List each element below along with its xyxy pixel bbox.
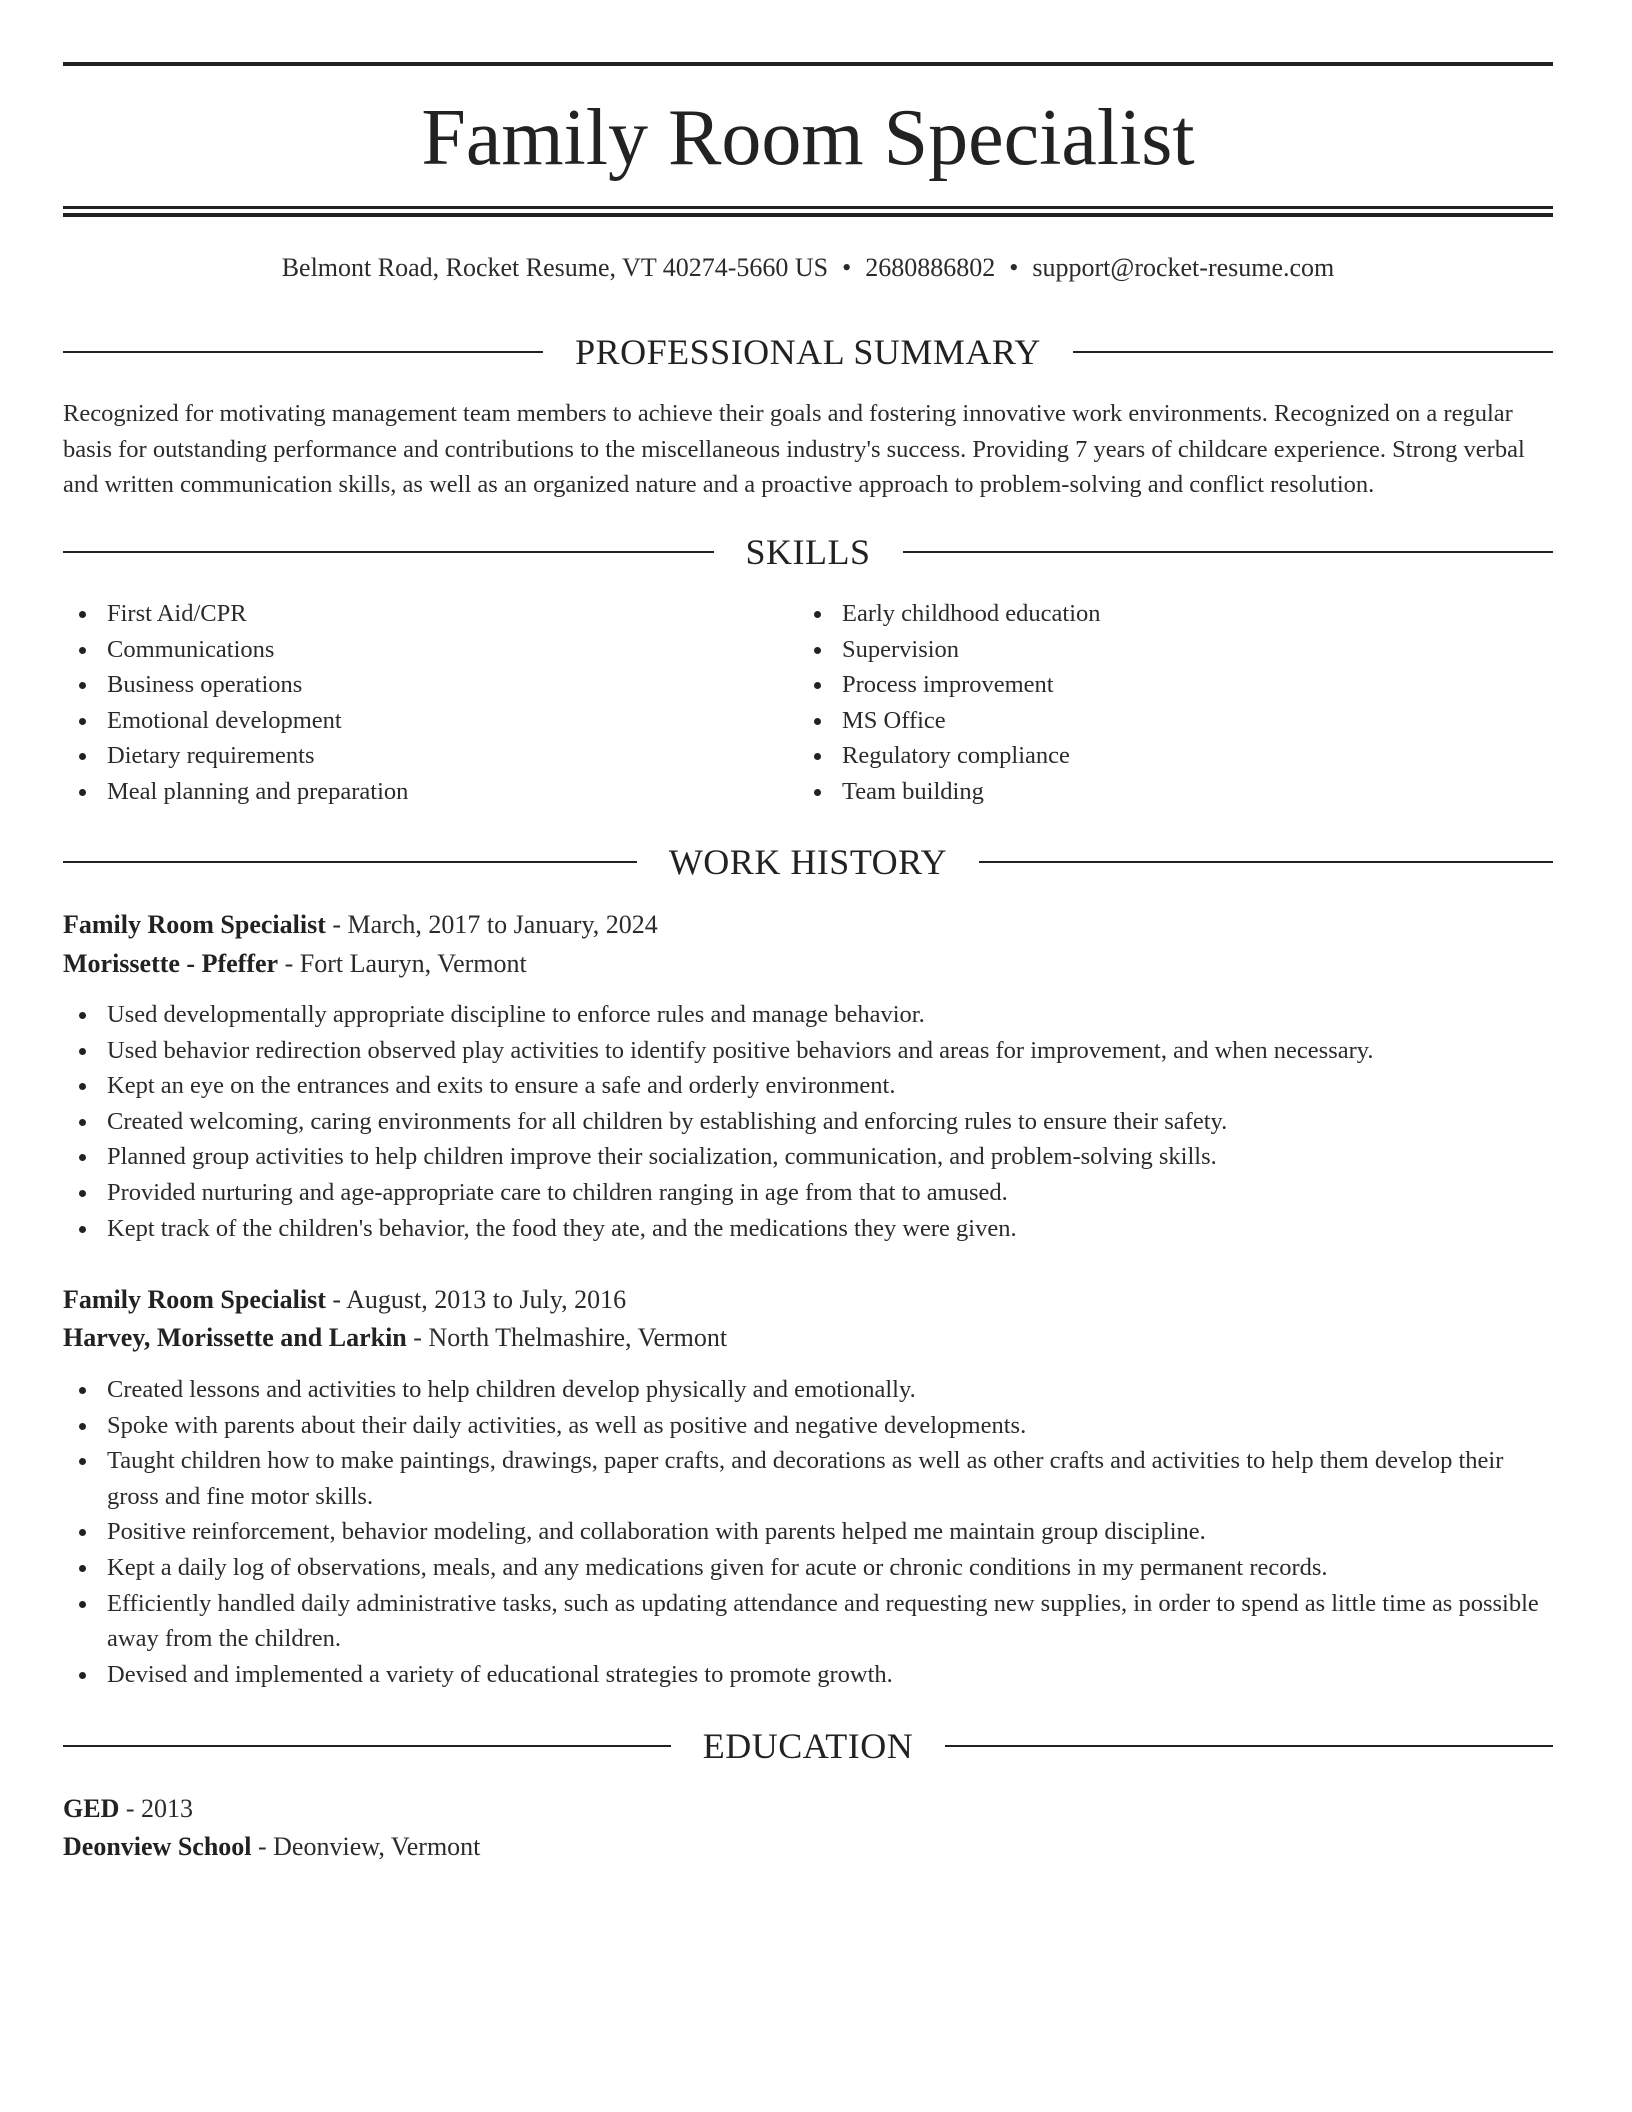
education-school-line <box>63 1828 480 1866</box>
header-bottom-rule-second <box>63 213 1553 217</box>
section-title-education: EDUCATION <box>702 1726 914 1766</box>
job-company: Harvey, Morissette and Larkin <box>63 1323 407 1352</box>
job-company-line <box>63 1319 727 1357</box>
section-rule-right <box>979 861 1553 863</box>
skill-item: Communications <box>63 632 763 668</box>
job-duty-item: Taught children how to make paintings, drawings, paper crafts, and decorations as well as other crafts and activities to help them develop their gross and fine motor skills. <box>63 1443 1553 1514</box>
job-company: Morissette - Pfeffer <box>63 949 279 978</box>
section-rule-left <box>63 351 543 353</box>
section-title-summary: PROFESSIONAL SUMMARY <box>575 332 1041 372</box>
education-degree-line <box>63 1790 193 1828</box>
job-duties-list <box>63 997 1553 1246</box>
job-title-line <box>63 906 658 944</box>
job-duty-item: Kept an eye on the entrances and exits to ensure a safe and orderly environment. <box>63 1068 1553 1104</box>
header-top-rule <box>63 62 1553 66</box>
job-duty-item: Kept track of the children's behavior, the food they ate, and the medications they were given. <box>63 1211 1553 1247</box>
job-duty-item: Created lessons and activities to help children develop physically and emotionally. <box>63 1372 1553 1408</box>
job-duty-item: Provided nurturing and age-appropriate care to children ranging in age from that to amused. <box>63 1175 1553 1211</box>
skill-item: MS Office <box>798 703 1498 739</box>
job-duty-item: Used behavior redirection observed play activities to identify positive behaviors and areas for improvement, and when necessary. <box>63 1033 1553 1069</box>
section-rule-right <box>1073 351 1553 353</box>
job-title: Family Room Specialist <box>63 910 326 939</box>
education-degree: GED <box>63 1794 120 1823</box>
job-duty-item: Planned group activities to help children improve their socialization, communication, and problem-solving skills. <box>63 1139 1553 1175</box>
job-duty-item: Positive reinforcement, behavior modeling, and collaboration with parents helped me maintain group discipline. <box>63 1514 1553 1550</box>
job-duty-item: Kept a daily log of observations, meals, and any medications given for acute or chronic conditions in my permanent records. <box>63 1550 1553 1586</box>
resume-title: Family Room Specialist <box>421 94 1195 182</box>
skill-item: Process improvement <box>798 667 1498 703</box>
skills-column-right <box>798 596 1498 810</box>
section-header-work-history <box>63 840 1553 884</box>
job-duty-item: Spoke with parents about their daily activities, as well as positive and negative developments. <box>63 1408 1553 1444</box>
skill-item: Regulatory compliance <box>798 738 1498 774</box>
job-duty-item: Used developmentally appropriate discipline to enforce rules and manage behavior. <box>63 997 1553 1033</box>
contact-phone: 2680886802 <box>865 253 996 282</box>
section-header-skills <box>63 530 1553 574</box>
education-school: Deonview School <box>63 1832 252 1861</box>
job-title: Family Room Specialist <box>63 1285 326 1314</box>
job-company-line <box>63 945 527 983</box>
section-header-education <box>63 1724 1553 1768</box>
contact-line <box>63 250 1553 286</box>
skill-item: First Aid/CPR <box>63 596 763 632</box>
skill-item: Supervision <box>798 632 1498 668</box>
section-header-summary <box>63 330 1553 374</box>
job-duty-item: Devised and implemented a variety of educational strategies to promote growth. <box>63 1657 1553 1693</box>
section-title-skills: SKILLS <box>745 532 871 572</box>
skills-column-left <box>63 596 763 810</box>
job-dates: - August, 2013 to July, 2016 <box>325 1285 627 1314</box>
skill-item: Dietary requirements <box>63 738 763 774</box>
education-year: - 2013 <box>119 1794 194 1823</box>
job-location: - North Thelmashire, Vermont <box>406 1323 728 1352</box>
skill-item: Meal planning and preparation <box>63 774 763 810</box>
contact-address: Belmont Road, Rocket Resume, VT 40274-5660 US <box>281 253 829 282</box>
section-rule-right <box>903 551 1554 553</box>
header-bottom-rule <box>63 206 1553 209</box>
section-rule-left <box>63 1745 671 1747</box>
summary-text: Recognized for motivating management team members to achieve their goals and fostering innovative work environments. Recognized on a regular basis for outstanding performance and contributions to the miscellaneous industry's success. Providing 7 years of childcare experience. Strong verbal and written communication skills, as well as an organized nature and a proactive approach to problem-solving and conflict resolution. <box>63 400 1525 499</box>
job-duties-list <box>63 1372 1553 1692</box>
skill-item: Business operations <box>63 667 763 703</box>
education-location: - Deonview, Vermont <box>251 1832 481 1861</box>
contact-separator: • <box>842 253 852 282</box>
section-rule-right <box>945 1745 1553 1747</box>
skill-item: Emotional development <box>63 703 763 739</box>
skill-item: Early childhood education <box>798 596 1498 632</box>
contact-separator: • <box>1009 253 1019 282</box>
job-duty-item: Efficiently handled daily administrative tasks, such as updating attendance and requesting new supplies, in order to spend as little time as possible away from the children. <box>63 1586 1553 1657</box>
skill-item: Team building <box>798 774 1498 810</box>
job-location: - Fort Lauryn, Vermont <box>278 949 527 978</box>
section-title-work-history: WORK HISTORY <box>668 842 948 882</box>
section-rule-left <box>63 861 637 863</box>
job-duty-item: Created welcoming, caring environments for all children by establishing and enforcing rules to ensure their safety. <box>63 1104 1553 1140</box>
job-title-line <box>63 1281 626 1319</box>
contact-email: support@rocket-resume.com <box>1032 253 1335 282</box>
job-dates: - March, 2017 to January, 2024 <box>325 910 658 939</box>
section-rule-left <box>63 551 714 553</box>
